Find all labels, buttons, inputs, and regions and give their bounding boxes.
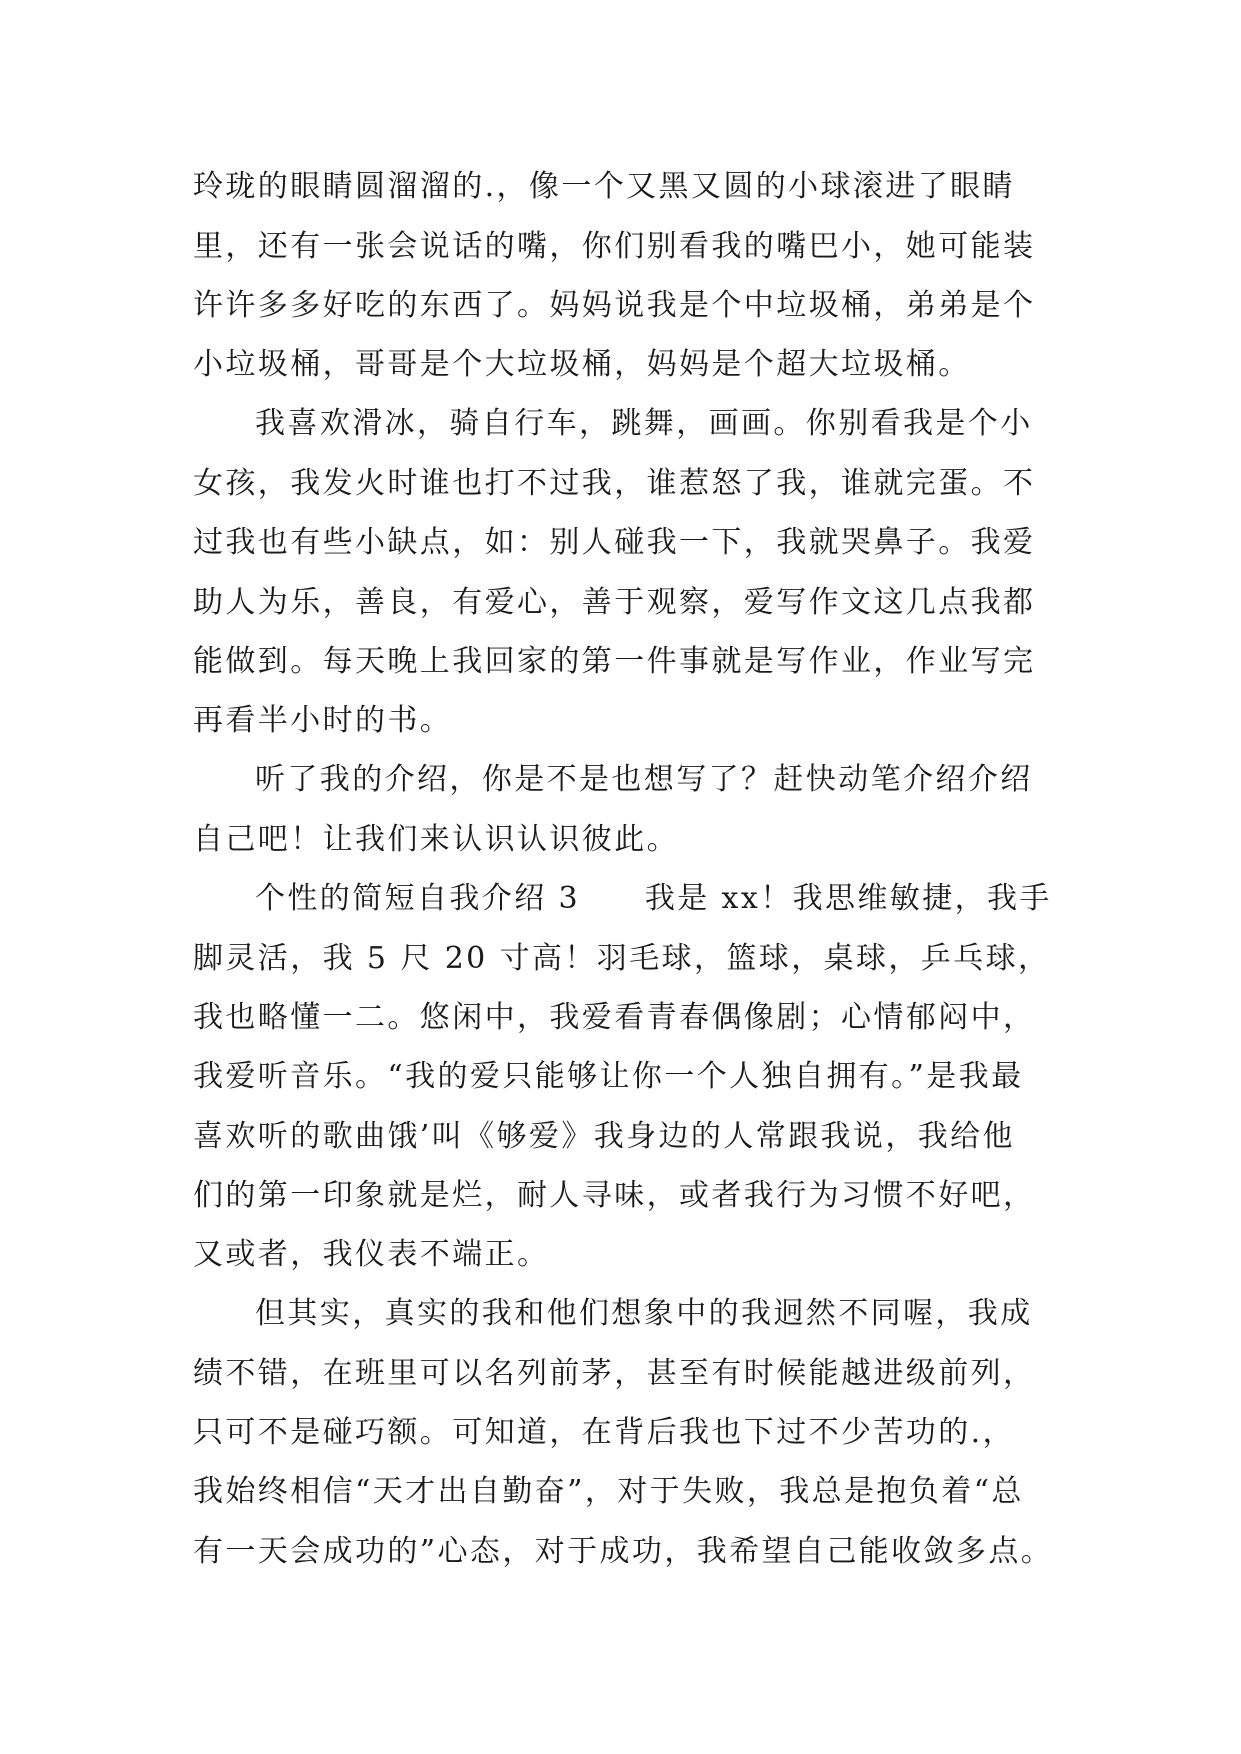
text-line: 助人为乐，善良，有爱心，善于观察，爱写作文这几点我都	[193, 585, 1036, 620]
text-line: 许许多多好吃的东西了。妈妈说我是个中垃圾桶，弟弟是个	[193, 288, 1036, 323]
text-line: 喜欢听的歌曲饿’叫《够爱》我身边的人常跟我说，我给他	[193, 1119, 1015, 1154]
paragraph-first-line: 我喜欢滑冰，骑自行车，跳舞，画画。你别看我是个小	[255, 406, 1033, 441]
text-line: 我也略懂一二。悠闲中，我爱看青春偶像剧；心情郁闷中，	[193, 1000, 1036, 1035]
text-line: 绩不错，在班里可以名列前茅，甚至有时候能越进级前列，	[193, 1356, 1036, 1391]
text-line: 过我也有些小缺点，如：别人碰我一下，我就哭鼻子。我爱	[193, 525, 1036, 560]
text-line: 只可不是碰巧额。可知道，在背后我也下过不少苦功的.，	[193, 1415, 1015, 1450]
paragraph-first-line: 听了我的介绍，你是不是也想写了？赶快动笔介绍介绍	[255, 762, 1033, 797]
text-line: 里，还有一张会说话的嘴，你们别看我的嘴巴小，她可能装	[193, 229, 1036, 264]
text-line: 有一天会成功的”心态，对于成功，我希望自己能收敛多点。	[193, 1534, 1054, 1569]
paragraph-first-line: 但其实，真实的我和他们想象中的我迥然不同喔，我成	[255, 1296, 1033, 1331]
text-line: 又或者，我仪表不端正。	[193, 1237, 550, 1272]
text-line: 自己吧！让我们来认识认识彼此。	[193, 822, 679, 857]
text-line: 脚灵活，我 5 尺 20 寸高！羽毛球，篮球，桌球，乒乓球，	[193, 941, 1051, 976]
text-line: 们的第一印象就是烂，耐人寻味，或者我行为习惯不好吧，	[193, 1178, 1036, 1213]
text-line: 玲珑的眼睛圆溜溜的.，像一个又黑又圆的小球滚进了眼睛	[193, 169, 1015, 204]
text-line: 再看半小时的书。	[193, 703, 453, 738]
section-heading-line: 个性的简短自我介绍 3 我是 xx！我思维敏捷，我手	[255, 881, 1052, 916]
text-line: 我爱听音乐。“我的爱只能够让你一个人独自拥有。”是我最	[193, 1059, 1024, 1094]
text-line: 能做到。每天晚上我回家的第一件事就是写作业，作业写完	[193, 644, 1036, 679]
text-line: 女孩，我发火时谁也打不过我，谁惹怒了我，谁就完蛋。不	[193, 466, 1036, 501]
text-line: 我始终相信“天才出自勤奋”，对于失败，我总是抱负着“总	[193, 1474, 1024, 1509]
text-line: 小垃圾桶，哥哥是个大垃圾桶，妈妈是个超大垃圾桶。	[193, 347, 971, 382]
